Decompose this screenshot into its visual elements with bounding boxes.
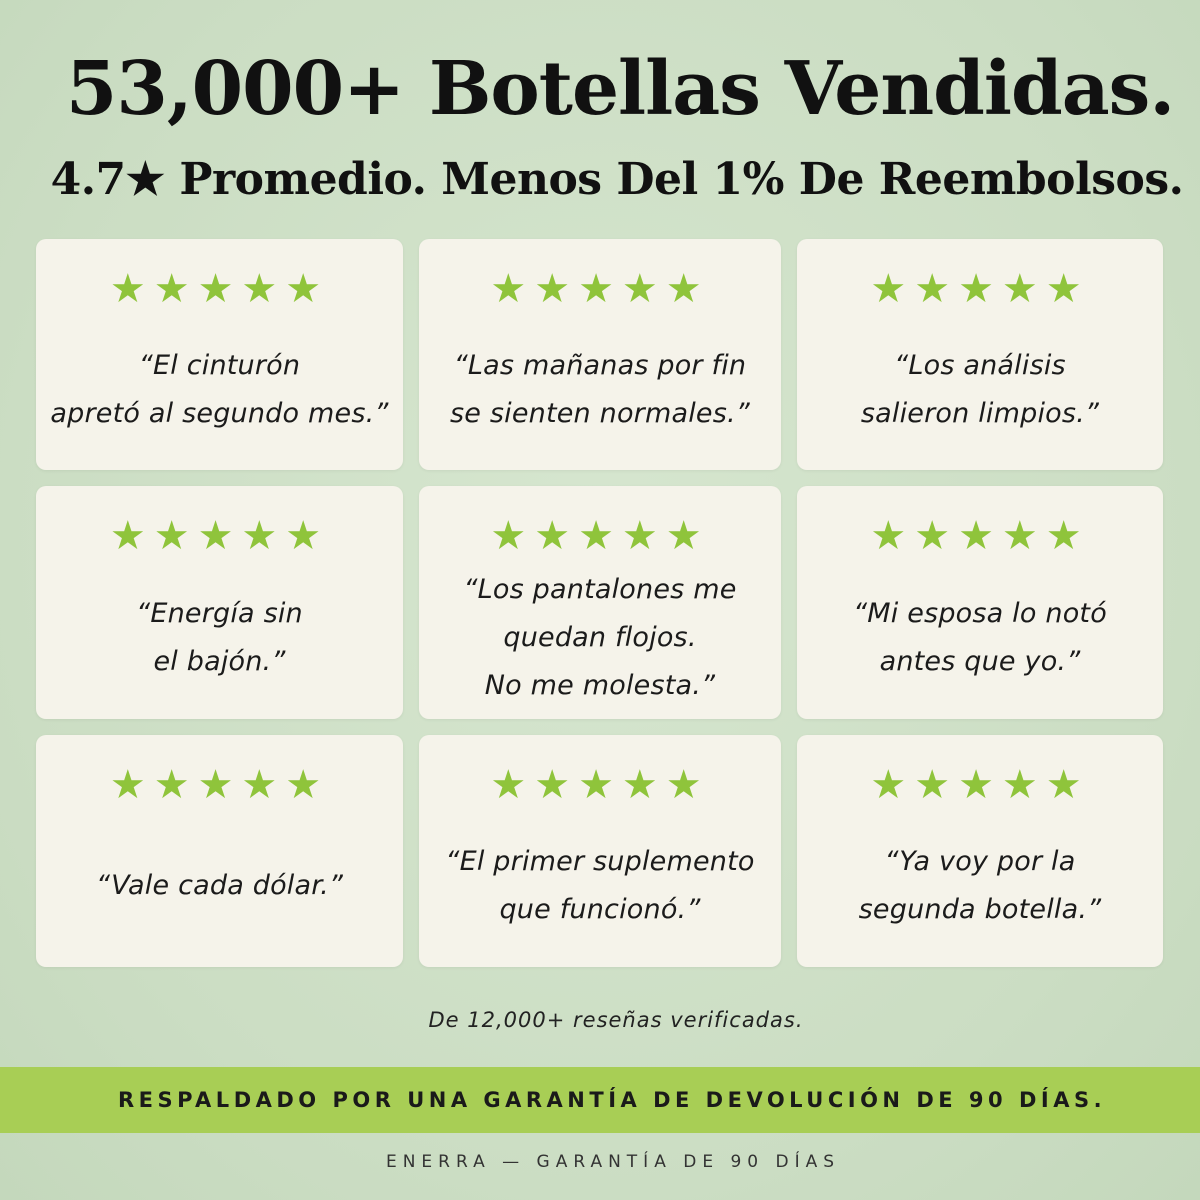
five-star-rating-icon: ★★★★★ bbox=[109, 513, 330, 559]
review-card bbox=[419, 735, 781, 967]
five-star-rating-icon: ★★★★★ bbox=[870, 266, 1090, 312]
review-card bbox=[36, 735, 403, 967]
review-quote: “Energía sin el bajón.” bbox=[136, 597, 303, 677]
headline: 53,000+ Botellas Vendidas. bbox=[65, 46, 1175, 132]
five-star-rating-icon: ★★★★★ bbox=[870, 762, 1090, 808]
review-quote: “El primer suplemento que funcionó.” bbox=[445, 846, 755, 925]
five-star-rating-icon: ★★★★★ bbox=[870, 513, 1090, 559]
review-quote: “El cinturón apretó al segundo mes.” bbox=[50, 349, 389, 429]
review-quote: “Las mañanas por fin se sienten normales.” bbox=[450, 349, 750, 429]
subheadline: 4.7★ Promedio. Menos Del 1% De Reembolsos. bbox=[50, 154, 1184, 205]
review-quote: “Mi esposa lo notó antes que yo.” bbox=[853, 597, 1107, 677]
five-star-rating-icon: ★★★★★ bbox=[109, 266, 330, 312]
review-quote: “Los análisis salieron limpios.” bbox=[860, 349, 1100, 429]
reviews-grid bbox=[36, 239, 1163, 967]
five-star-rating-icon: ★★★★★ bbox=[490, 513, 710, 559]
review-card bbox=[419, 239, 781, 470]
review-quote: “Ya voy por la segunda botella.” bbox=[858, 846, 1102, 925]
review-quote: “Vale cada dólar.” bbox=[95, 870, 344, 901]
reviews-count-note: De 12,000+ reseñas verificadas. bbox=[428, 1008, 804, 1032]
review-card bbox=[36, 239, 403, 470]
review-card bbox=[797, 239, 1163, 470]
guarantee-banner bbox=[0, 1067, 1200, 1133]
brand-footer: ENERRA — GARANTÍA DE 90 DÍAS bbox=[385, 1152, 841, 1172]
five-star-rating-icon: ★★★★★ bbox=[109, 762, 330, 808]
review-card bbox=[797, 486, 1163, 719]
five-star-rating-icon: ★★★★★ bbox=[490, 266, 710, 312]
review-card bbox=[36, 486, 403, 719]
review-quote: “Los pantalones me quedan flojos. No me molesta.” bbox=[463, 573, 737, 701]
review-card bbox=[797, 735, 1163, 967]
five-star-rating-icon: ★★★★★ bbox=[490, 762, 710, 808]
review-card bbox=[419, 486, 781, 719]
guarantee-banner-text: RESPALDADO POR UNA GARANTÍA DE DEVOLUCIÓN DE 90 DÍAS. bbox=[117, 1088, 1107, 1112]
